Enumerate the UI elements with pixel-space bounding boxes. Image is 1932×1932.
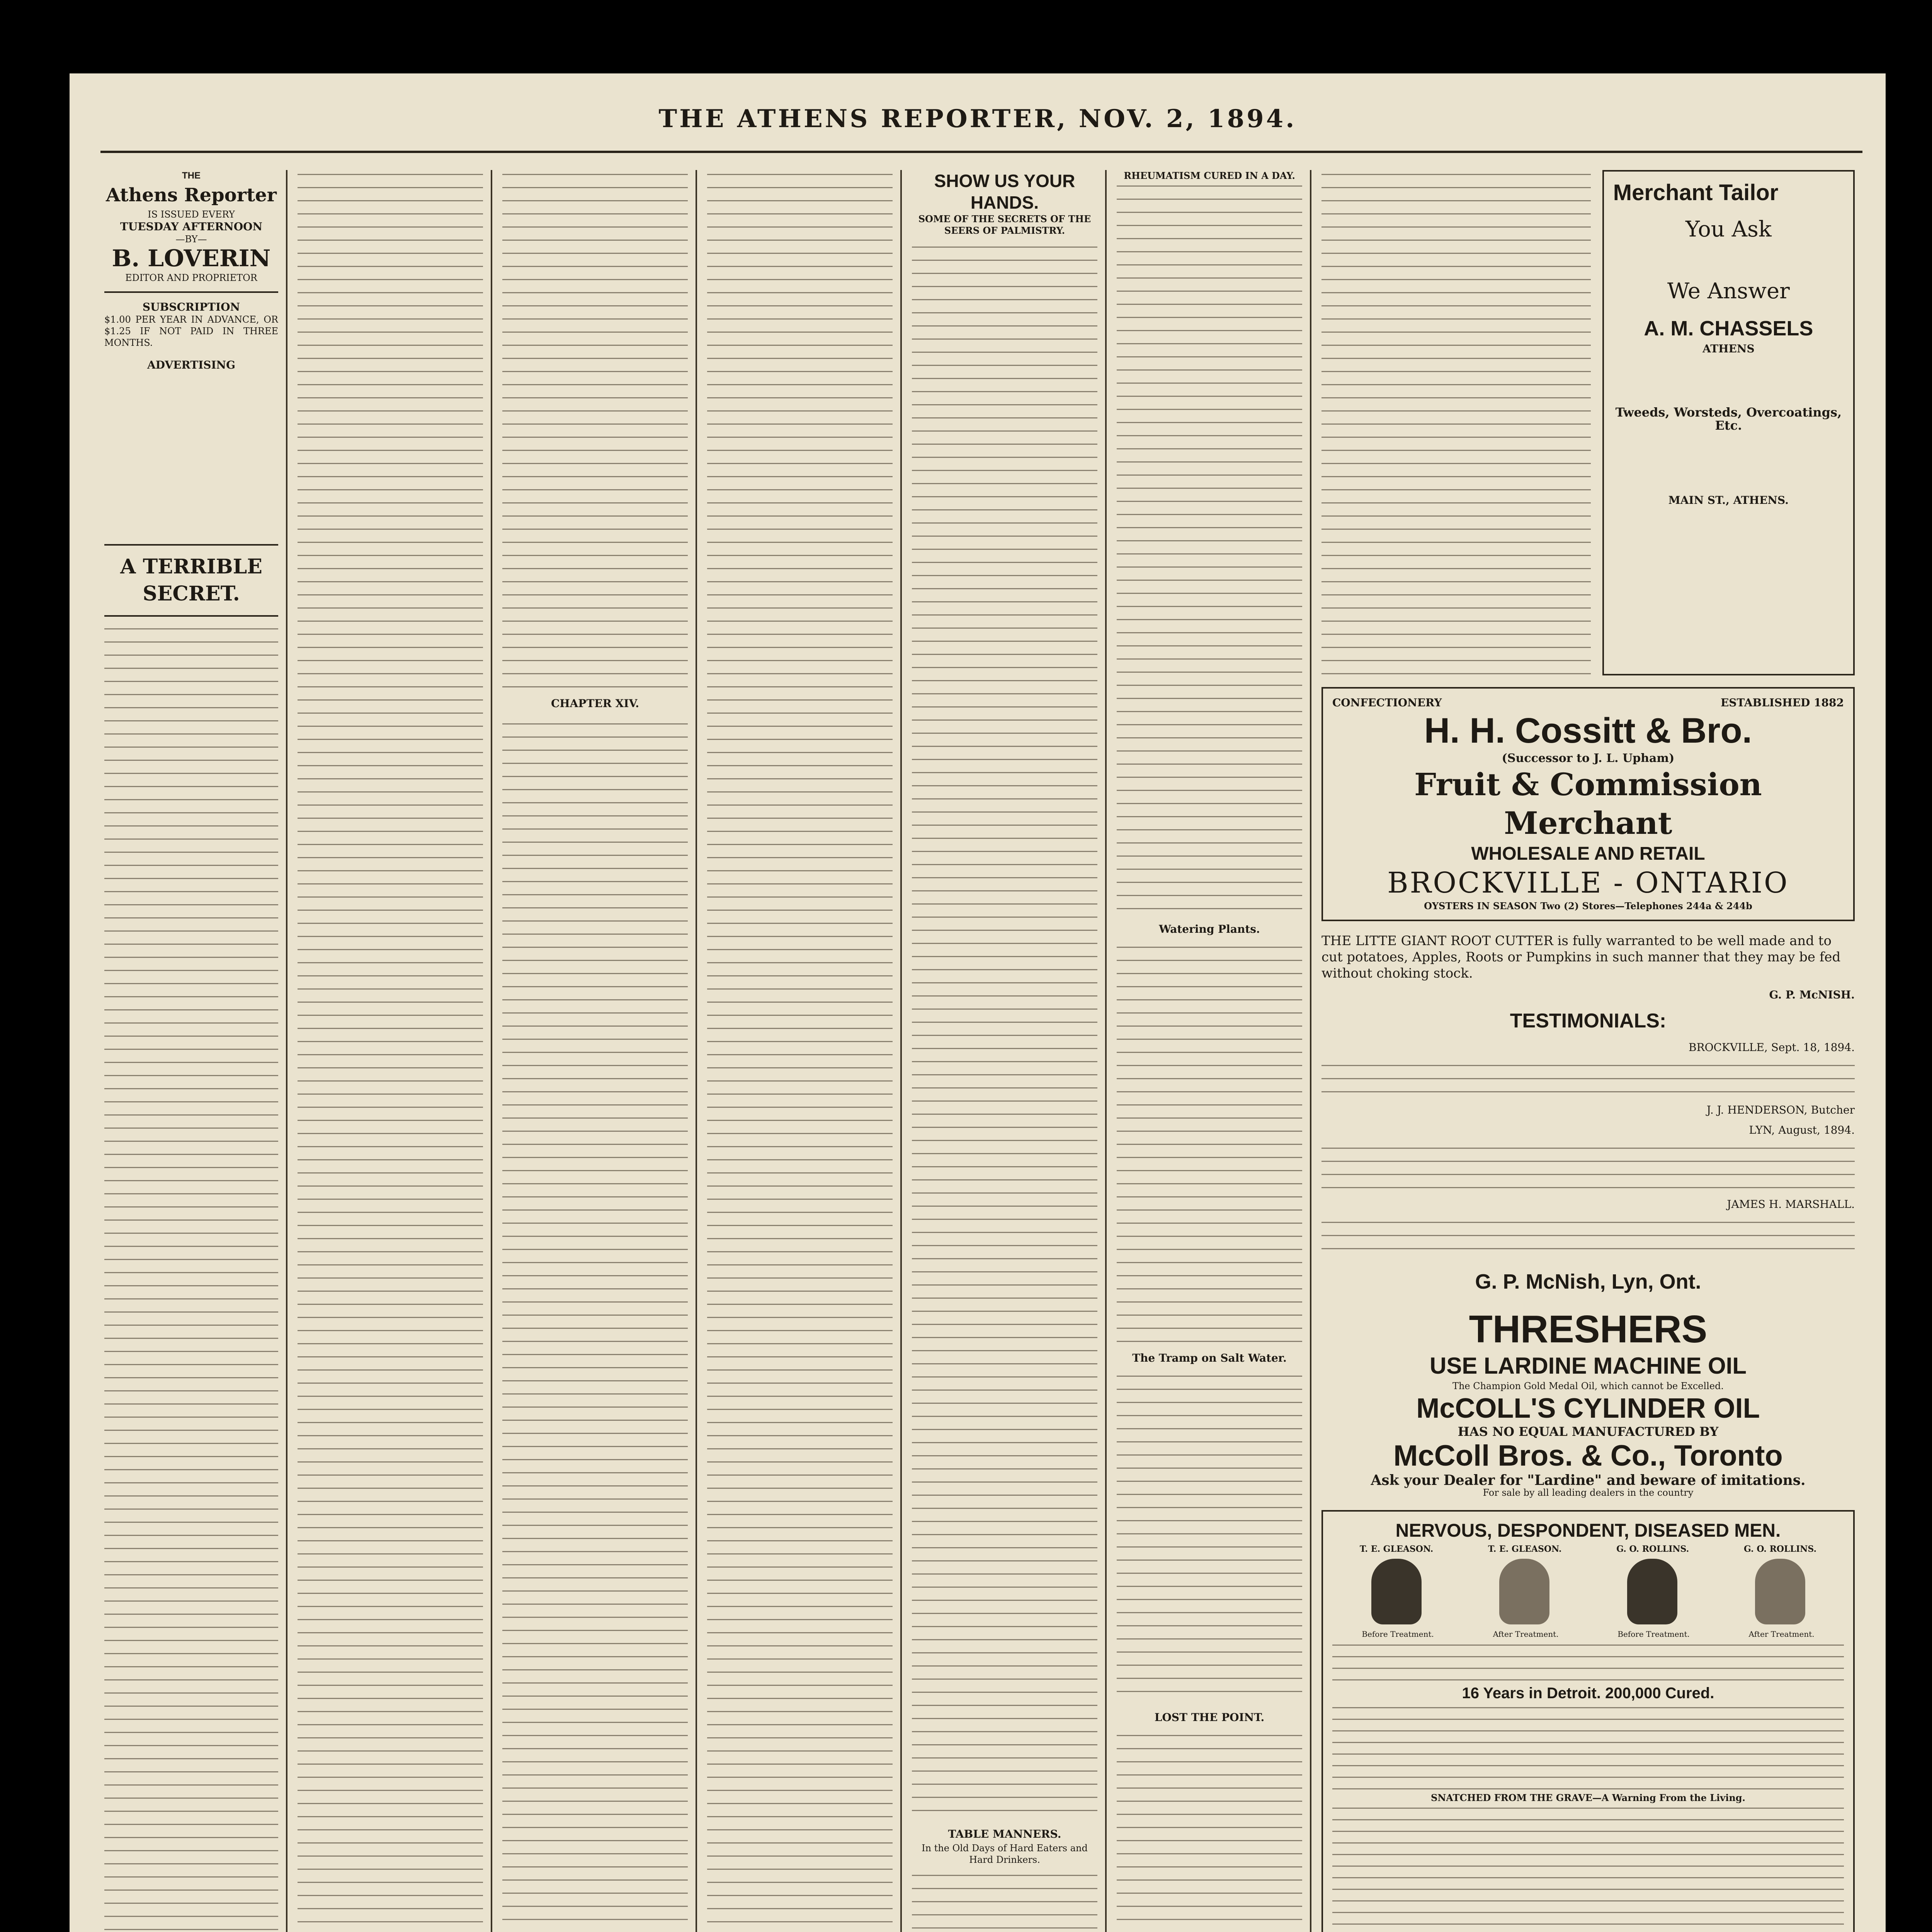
portrait-name: G. O. ROLLINS. [1616,1544,1689,1554]
divider [104,291,278,293]
notices-text [1321,170,1591,680]
root-cutter-ad [1321,933,1855,1295]
kennedy-kergan-ad [1321,1510,1855,1932]
publisher-title: EDITOR AND PROPRIETOR [125,272,257,283]
grave-heading: SNATCHED FROM THE GRAVE—A Warning From the Living. [1431,1792,1745,1803]
palmistry-text [912,243,1097,1819]
divider [104,544,278,546]
chassels-goods: Tweeds, Worsteds, Overcoatings, Etc. [1615,405,1842,433]
portrait-before-icon [1371,1559,1422,1624]
confectionery-label: CONFECTIONERY [1332,696,1442,709]
kennedy-body-text [1332,1703,1844,1792]
issued-text: IS ISSUED EVERY [148,209,235,220]
column-5 [912,170,1097,1932]
years-line: 16 Years in Detroit. 200,000 Cured. [1462,1685,1714,1702]
publisher-name: B. LOVERIN [112,245,271,272]
cossitt-ad [1321,687,1855,921]
no-equal-line: HAS NO EQUAL MANUFACTURED BY [1458,1424,1719,1439]
column-2 [298,170,483,1932]
wholesale-retail: WHOLESALE AND RETAIL [1471,844,1705,864]
testimonial-2-place: LYN, August, 1894. [1749,1124,1855,1136]
chassels-name: A. M. CHASSELS [1644,317,1813,340]
portrait-after-icon [1755,1559,1805,1624]
mccoll-cylinder: McCOLL'S CYLINDER OIL [1416,1393,1760,1424]
tramp-heading: The Tramp on Salt Water. [1132,1352,1287,1364]
palmistry-title: SHOW US YOUR HANDS. [934,171,1075,213]
testimonials-heading: TESTIMONIALS: [1510,1010,1667,1032]
you-ask-text [1613,245,1844,276]
chapter-xiv-heading: CHAPTER XIV. [551,697,639,710]
portrait-before-icon [1627,1559,1677,1624]
story-text-upper [502,170,688,688]
portrait-captions [1332,1628,1844,1641]
portrait-name: T. E. GLEASON. [1359,1544,1434,1554]
lost-point-heading: LOST THE POINT. [1154,1711,1265,1724]
portrait-caption: After Treatment. [1748,1629,1815,1639]
issued-day: TUESDAY AFTERNOON [120,220,263,233]
table-manners-text [912,1871,1097,1932]
lost-point-text [1117,1731,1302,1932]
notices-left [1321,170,1591,687]
mcnish-signature: G. P. McNish, Lyn, Ont. [1475,1270,1701,1293]
portrait-name: G. O. ROLLINS. [1744,1544,1817,1554]
testimonial-1-place: BROCKVILLE, Sept. 18, 1894. [1689,1041,1855,1054]
lardine-title: USE LARDINE MACHINE OIL [1429,1353,1747,1379]
fruit-merchant: Fruit & Commission Merchant [1414,766,1762,841]
we-answer: We Answer [1667,279,1790,304]
table-manners-heading: TABLE MANNERS. [948,1828,1061,1840]
column-1 [104,170,278,1932]
established-label: ESTABLISHED 1882 [1720,696,1844,709]
the-label: THE [182,170,201,181]
testimonial-3-text [1321,1218,1855,1260]
story-text [104,624,278,1930]
testimonial-2-signer: JAMES H. MARSHALL. [1727,1198,1855,1211]
tramp-text [1117,1372,1302,1704]
portrait-caption: Before Treatment. [1362,1629,1434,1639]
rheumatism-heading: RHEUMATISM CURED IN A DAY. [1124,170,1295,181]
testimonial-1-text [1321,1061,1855,1104]
column-6 [1117,170,1302,1932]
cossitt-name: H. H. Cossitt & Bro. [1424,711,1752,750]
chassels-street: MAIN ST., ATHENS. [1668,494,1789,507]
ask-dealer: Ask your Dealer for "Lardine" and beware of imitations. [1371,1472,1806,1488]
subscription-head: SUBSCRIPTION [142,301,240,313]
chassels-text-2 [1613,432,1844,494]
story-continuation [298,170,483,1932]
newspaper-page [70,73,1886,1932]
nervous-title: NERVOUS, DESPONDENT, DISEASED MEN. [1395,1520,1781,1541]
column-rule [1105,170,1107,1932]
by-line: —BY— [175,234,207,245]
chapter-xiv-text [502,719,688,1932]
cossitt-successor: (Successor to J. L. Upham) [1502,752,1675,765]
watering-heading: Watering Plants. [1159,923,1260,935]
lardine-ad [1321,1307,1855,1498]
misc-notices [1117,182,1302,916]
portrait-name: T. E. GLEASON. [1488,1544,1562,1554]
column-rule [1310,170,1311,1932]
merchant-tailor-title: Merchant Tailor [1613,180,1779,205]
testimonial-2-text [1321,1144,1855,1198]
merchant-tailor-ad [1602,170,1855,675]
oysters-line: OYSTERS IN SEASON Two (2) Stores—Telephones 244a & 244b [1424,900,1752,912]
palmistry-subtitle: SOME OF THE SECRETS OF THE SEERS OF PALMISTRY. [918,213,1091,236]
portrait-names [1332,1543,1844,1556]
story-title: A TERRIBLE SECRET. [120,555,262,605]
advertising-body [104,372,278,534]
top-ad-row [1321,170,1855,687]
masthead-rule [100,151,1862,153]
paper-name: Athens Reporter [106,184,277,206]
portrait-caption: Before Treatment. [1617,1629,1690,1639]
portrait-caption: After Treatment. [1493,1629,1559,1639]
masthead: THE ATHENS REPORTER, NOV. 2, 1894. [658,104,1297,133]
advertising-head: ADVERTISING [147,359,236,371]
brockville-ontario: BROCKVILLE - ONTARIO [1387,866,1789,900]
column-rule [696,170,697,1932]
champion-line: The Champion Gold Medal Oil, which cannot be Excelled. [1452,1381,1724,1391]
column-rule [491,170,492,1932]
testimonial-1-signer: J. J. HENDERSON, Butcher [1706,1104,1855,1116]
threshers-title: THRESHERS [1469,1308,1708,1351]
column-rule [286,170,287,1932]
root-cutter-text: THE LITTE GIANT ROOT CUTTER is fully warranted to be well made and to cut potatoes, Apples, Roots or Pumpkins in such manner that they may be fed without choking stock. [1321,933,1841,981]
subscription-text: $1.00 PER YEAR IN ADVANCE, OR $1.25 IF NOT PAID IN THREE MONTHS. [104,314,278,348]
chassels-text [1613,355,1844,406]
cossitt-top-line [1332,696,1844,709]
story-continuation [707,170,893,1932]
portrait-after-icon [1499,1559,1549,1624]
divider [104,615,278,617]
chassels-town: ATHENS [1702,342,1755,355]
watering-text [1117,943,1302,1345]
root-cutter-signed: G. P. McNISH. [1769,988,1855,1001]
kennedy-intro-text [1332,1641,1844,1683]
column-3 [502,170,688,1932]
you-ask: You Ask [1685,217,1772,242]
portraits-row [1332,1556,1844,1628]
column-4 [707,170,893,1932]
for-sale-line: For sale by all leading dealers in the country [1483,1487,1694,1498]
column-rule [900,170,902,1932]
kennedy-testimonial-text [1332,1804,1844,1931]
mccoll-name: McColl Bros. & Co., Toronto [1393,1439,1783,1472]
advertisements-column [1321,170,1855,1932]
table-manners-sub: In the Old Days of Hard Eaters and Hard Drinkers. [922,1843,1088,1865]
